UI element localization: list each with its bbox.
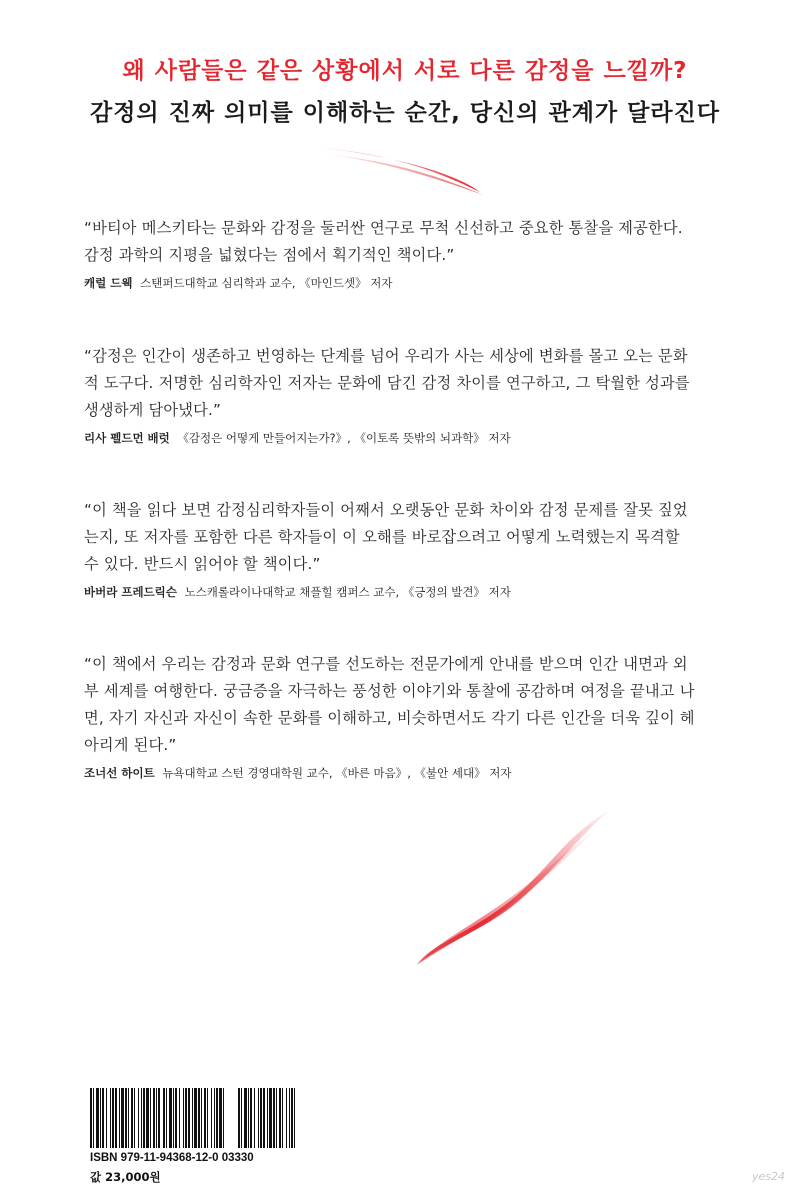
quote-line: 적 도구다. 저명한 심리학자인 저자는 문화에 담긴 감정 차이를 연구하고, 그 탁월한 성과를: [84, 374, 690, 392]
barcode-bar: [121, 1088, 124, 1148]
barcode-bar: [96, 1088, 99, 1148]
barcode-bar: [258, 1088, 259, 1148]
quote-line: 생생하게 담아냈다.”: [84, 401, 222, 419]
barcode-bar: [192, 1088, 193, 1148]
quote-line: 아리게 된다.”: [84, 736, 177, 754]
barcode-bar: [263, 1088, 265, 1148]
quote-line: “이 책에서 우리는 감정과 문화 연구를 선도하는 전문가에게 안내를 받으며 인간 내면과 외: [84, 655, 688, 673]
quote-affiliation: 스탠퍼드대학교 심리학과 교수, 《마인드셋》 저자: [140, 276, 393, 290]
barcode-bar: [150, 1088, 151, 1148]
barcode-bar: [134, 1088, 135, 1148]
quote-line: 면, 자기 자신과 자신이 속한 문화를 이해하고, 비슷하면서도 각기 다른 인간을 더욱 깊이 헤: [84, 709, 695, 727]
barcode-bar: [279, 1088, 281, 1148]
barcode: [90, 1088, 295, 1148]
quote-1: [84, 215, 734, 291]
barcode-bar: [175, 1088, 177, 1148]
barcode-bar: [179, 1088, 180, 1148]
barcode-bar: [244, 1088, 247, 1148]
barcode-bar: [216, 1088, 218, 1148]
quote-affiliation: 노스캐롤라이나대학교 채플힐 캠퍼스 교수, 《긍정의 발견》 저자: [184, 585, 511, 599]
barcode-bar: [207, 1088, 208, 1148]
quote-line: 감정 과학의 지평을 넓혔다는 점에서 획기적인 책이다.”: [84, 246, 455, 264]
small-ribbon-decoration: [315, 140, 495, 200]
barcode-bar: [194, 1088, 197, 1148]
quote-author: 캐럴 드웩: [84, 276, 133, 290]
quote-affiliation: 《감정은 어떻게 만들어지는가?》, 《이토록 뜻밖의 뇌과학》 저자: [177, 431, 511, 445]
barcode-bar: [294, 1088, 295, 1148]
barcode-bar: [143, 1088, 145, 1148]
barcode-bar: [93, 1088, 94, 1148]
headline-question: 왜 사람들은 같은 상황에서 서로 다른 감정을 느낄까?: [122, 58, 688, 84]
quote-affiliation: 뉴욕대학교 스턴 경영대학원 교수, 《바른 마음》, 《불안 세대》 저자: [162, 766, 512, 780]
quote-attribution: [84, 275, 734, 291]
barcode-bar: [188, 1088, 190, 1148]
barcode-bar: [238, 1088, 240, 1148]
quote-author: 조너선 하이트: [84, 766, 155, 780]
quote-4: [84, 651, 734, 781]
headline-tagline: 감정의 진짜 의미를 이해하는 순간, 당신의 관계가 달라진다: [89, 100, 721, 126]
quote-line: 부 세계를 여행한다. 궁금증을 자극하는 풍성한 이야기와 통찰에 공감하며 여정을 끝내고 나: [84, 682, 695, 700]
barcode-bar: [248, 1088, 249, 1148]
barcode-bar: [90, 1088, 92, 1148]
barcode-bar: [131, 1088, 133, 1148]
barcode-bar: [250, 1088, 252, 1148]
barcode-bar: [141, 1088, 142, 1148]
barcode-bar: [100, 1088, 101, 1148]
barcode-bar: [138, 1088, 139, 1148]
barcode-bar: [106, 1088, 107, 1148]
barcode-bar: [198, 1088, 200, 1148]
barcode-bar: [163, 1088, 165, 1148]
quote-2: [84, 343, 734, 446]
quote-line: 는지, 또 저자를 포함한 다른 학자들이 이 오해를 바로잡으려고 어떻게 노력했는지 목격할: [84, 528, 680, 546]
barcode-bar: [173, 1088, 174, 1148]
barcode-bar: [153, 1088, 155, 1148]
barcode-bar: [125, 1088, 127, 1148]
quote-3: [84, 497, 734, 600]
barcode-bar: [185, 1088, 187, 1148]
barcode-bar: [282, 1088, 283, 1148]
barcode-bar: [211, 1088, 212, 1148]
barcode-bar: [223, 1088, 224, 1148]
barcode-bar: [128, 1088, 129, 1148]
quote-line: “이 책을 읽다 보면 감정심리학자들이 어째서 오랫동안 문화 차이와 감정 문제를 잘못 짚었: [84, 501, 688, 519]
quote-author: 리사 펠드먼 배럿: [84, 431, 170, 445]
barcode-bar: [273, 1088, 275, 1148]
barcode-bar: [276, 1088, 277, 1148]
barcode-bar: [119, 1088, 120, 1148]
barcode-bar: [260, 1088, 262, 1148]
barcode-bar: [214, 1088, 215, 1148]
barcode-bar: [269, 1088, 272, 1148]
barcode-bar: [166, 1088, 167, 1148]
quote-author: 바버라 프레드릭슨: [84, 585, 177, 599]
barcode-bar: [158, 1088, 160, 1148]
barcode-bar: [241, 1088, 242, 1148]
barcode-bar: [112, 1088, 114, 1148]
quote-attribution: [84, 430, 734, 446]
barcode-bar: [204, 1088, 206, 1148]
quote-attribution: [84, 765, 734, 781]
barcode-bar: [115, 1088, 117, 1148]
large-ribbon-decoration: [395, 805, 625, 975]
price-text: 값 23,000원: [90, 1170, 161, 1184]
barcode-bar: [201, 1088, 202, 1148]
barcode-bar: [289, 1088, 290, 1148]
quote-attribution: [84, 584, 734, 600]
quote-line: “바티아 메스키타는 문화와 감정을 둘러싼 연구로 무척 신선하고 중요한 통찰을 제공한다.: [84, 219, 683, 237]
watermark: yes24: [752, 1170, 786, 1183]
barcode-bar: [267, 1088, 268, 1148]
barcode-bar: [254, 1088, 255, 1148]
barcode-bar: [286, 1088, 287, 1148]
barcode-bar: [219, 1088, 222, 1148]
barcode-bar: [291, 1088, 293, 1148]
barcode-bar: [146, 1088, 149, 1148]
quote-line: “감정은 인간이 생존하고 번영하는 단계를 넘어 우리가 사는 세상에 변화를 몰고 오는 문화: [84, 347, 688, 365]
isbn-text: ISBN 979-11-94368-12-0 03330: [90, 1152, 254, 1164]
barcode-bar: [156, 1088, 157, 1148]
barcode-bar: [169, 1088, 172, 1148]
barcode-bar: [183, 1088, 184, 1148]
barcode-bar: [110, 1088, 111, 1148]
quote-line: 수 있다. 반드시 읽어야 할 책이다.”: [84, 555, 321, 573]
barcode-bar: [102, 1088, 104, 1148]
